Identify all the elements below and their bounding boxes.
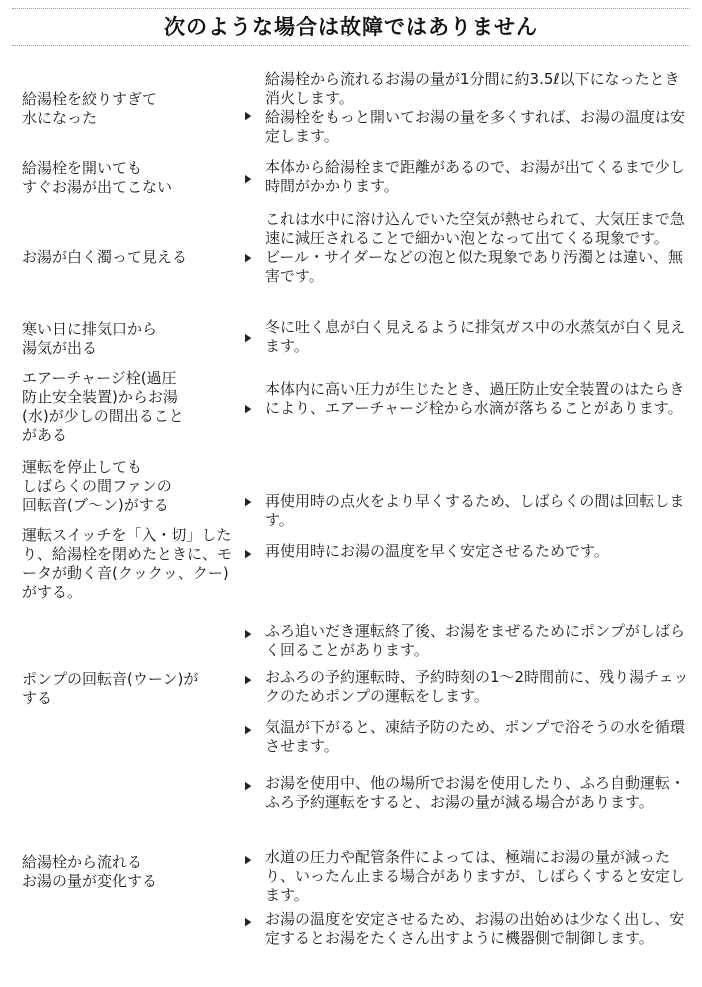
explanation-text: ふろ追いだき運転終了後、お湯をまぜるためにポンプがしばらく回ることがあります。 [265,622,686,659]
page-title: 次のような場合は故障ではありません [164,15,538,39]
bullet-arrow-icon: ▶ [245,673,252,686]
symptom-label: お湯が白く濁って見える [22,248,188,266]
explanation-text: 水道の圧力や配管条件によっては、極端にお湯の量が減ったり、いったん止まる場合がありますが、しばらくすると安定します。 [265,848,686,904]
symptom-label: 運転を停止しても しばらくの間ファンの 回転音(ブ〜ン)がする [22,458,172,514]
bullet-arrow-icon: ▶ [245,915,252,928]
bullet-arrow-icon: ▶ [245,723,252,736]
explanation-text: 再使用時の点火をより早くするため、しばらくの間は回転します。 [265,492,685,529]
bullet-arrow-icon: ▶ [245,331,252,344]
bullet-arrow-icon: ▶ [245,109,252,122]
explanation-text: 再使用時にお湯の温度を早く安定させるためです。 [265,542,609,560]
symptom-label: 運転スイッチを「入・切」したり、給湯栓を閉めたときに、モータが動く音(クックッ、クー)がする。 [22,526,233,601]
explanation-text: 本体から給湯栓まで距離があるので、お湯が出てくるまで少し時間がかかります。 [265,158,685,195]
bullet-arrow-icon: ▶ [245,547,252,560]
symptom-label: 給湯栓を開いても すぐお湯が出てこない [22,159,173,196]
bullet-arrow-icon: ▶ [245,853,252,866]
explanation-text: 冬に吐く息が白く見えるように排気ガス中の水蒸気が白く見えます。 [265,318,686,355]
header-bottom-divider [12,45,690,46]
explanation-text: 本体内に高い圧力が生じたとき、過圧防止安全装置のはたらきにより、エアーチャージ栓から水滴が落ちることがあります。 [265,380,685,417]
explanation-text: お湯を使用中、他の場所でお湯を使用したり、ふろ自動運転・ふろ予約運転をすると、お湯の量が減る場合があります。 [265,774,686,811]
symptom-label: 給湯栓から流れる お湯の量が変化する [22,853,158,890]
explanation-text: お湯の温度を安定させるため、お湯の出始めは少なく出し、安定するとお湯をたくさん出すように機器側で制御します。 [265,910,685,947]
bullet-arrow-icon: ▶ [245,402,252,415]
explanation-text: 気温が下がると、凍結予防のため、ポンプで浴そうの水を循環させます。 [265,718,685,755]
bullet-arrow-icon: ▶ [245,251,252,264]
symptom-label: 寒い日に排気口から 湯気が出る [22,320,158,357]
page-header [0,0,702,52]
explanation-text: これは水中に溶け込んでいた空気が熱せられて、大気圧まで急速に減圧されることで細かい泡となって出てくる現象です。 ビール・サイダーなどの泡と似た現象であり汚濁とは違い、無害です。 [265,210,685,285]
bullet-arrow-icon: ▶ [245,779,252,792]
symptom-label: 給湯栓を絞りすぎて 水になった [22,90,158,127]
symptom-label: エアーチャージ栓(過圧 防止安全装置)からお湯 (水)が少しの間出ること がある [22,369,184,444]
explanation-text: 給湯栓から流れるお湯の量が1分間に約3.5ℓ以下になったとき消火します。 給湯栓をもっと開いてお湯の量を多くすれば、お湯の温度は安定します。 [265,70,686,145]
explanation-text: おふろの予約運転時、予約時刻の1〜2時間前に、残り湯チェックのためポンプの運転をします。 [265,668,689,705]
bullet-arrow-icon: ▶ [245,495,252,508]
bullet-arrow-icon: ▶ [245,172,252,185]
bullet-arrow-icon: ▶ [245,627,252,640]
header-top-divider [12,8,690,9]
symptom-label: ポンプの回転音(ウーン)が する [22,670,199,707]
